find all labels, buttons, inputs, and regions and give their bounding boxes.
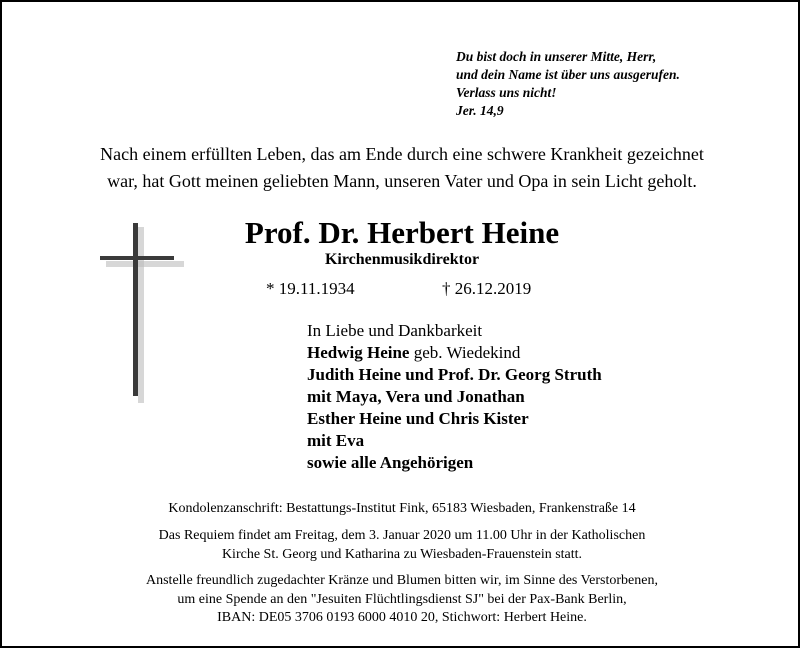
condolence-address: [2, 500, 800, 519]
wife-name: Hedwig Heine: [307, 343, 410, 362]
intro-text: [2, 141, 800, 195]
family-wife: [307, 342, 707, 364]
bible-verse: [456, 48, 786, 120]
intro-line: Nach einem erfüllten Leben, das am Ende durch eine schwere Krankheit gezeichnet: [100, 144, 704, 164]
verse-line: und dein Name ist über uns ausgerufen.: [456, 67, 680, 82]
family-member: sowie alle Angehörigen: [307, 453, 474, 472]
deceased-title: Kirchenmusikdirektor: [324, 251, 480, 268]
family-member: Judith Heine und Prof. Dr. Georg Struth: [307, 365, 602, 384]
wife-maiden-name: geb. Wiedekind: [409, 343, 521, 362]
verse-reference: Jer. 14,9: [456, 103, 504, 118]
intro-line: war, hat Gott meinen geliebten Mann, unseren Vater und Opa in sein Licht geholt.: [107, 171, 697, 191]
donation-line: Anstelle freundlich zugedachter Kränze und Blumen bitten wir, im Sinne des Verstorbenen,: [146, 573, 658, 588]
deceased-name: Prof. Dr. Herbert Heine: [244, 215, 560, 250]
death-date: † 26.12.2019: [442, 279, 532, 298]
cross-icon: [100, 223, 184, 403]
family-member: mit Maya, Vera und Jonathan: [307, 387, 525, 406]
donation-notice: [2, 572, 800, 628]
family-signatures: [307, 320, 707, 474]
requiem-line: Kirche St. Georg und Katharina zu Wiesbaden-Frauenstein statt.: [221, 546, 583, 562]
condolence-line: Kondolenzanschrift: Bestattungs-Institut Fink, 65183 Wiesbaden, Frankenstraße 14: [168, 501, 636, 516]
requiem-notice: [2, 527, 800, 564]
family-intro: In Liebe und Dankbarkeit: [307, 321, 483, 340]
birth-date: * 19.11.1934: [266, 279, 355, 298]
donation-line: um eine Spende an den "Jesuiten Flüchtlingsdienst SJ" bei der Pax-Bank Berlin,: [177, 591, 627, 607]
family-member: Esther Heine und Chris Kister: [307, 409, 529, 428]
verse-line: Verlass uns nicht!: [456, 85, 557, 100]
donation-line: IBAN: DE05 3706 0193 6000 4010 20, Stichwort: Herbert Heine.: [217, 610, 587, 625]
verse-line: Du bist doch in unserer Mitte, Herr,: [456, 49, 657, 64]
requiem-line: Das Requiem findet am Freitag, dem 3. Januar 2020 um 11.00 Uhr in der Katholischen: [158, 528, 646, 543]
family-member: mit Eva: [307, 431, 365, 450]
